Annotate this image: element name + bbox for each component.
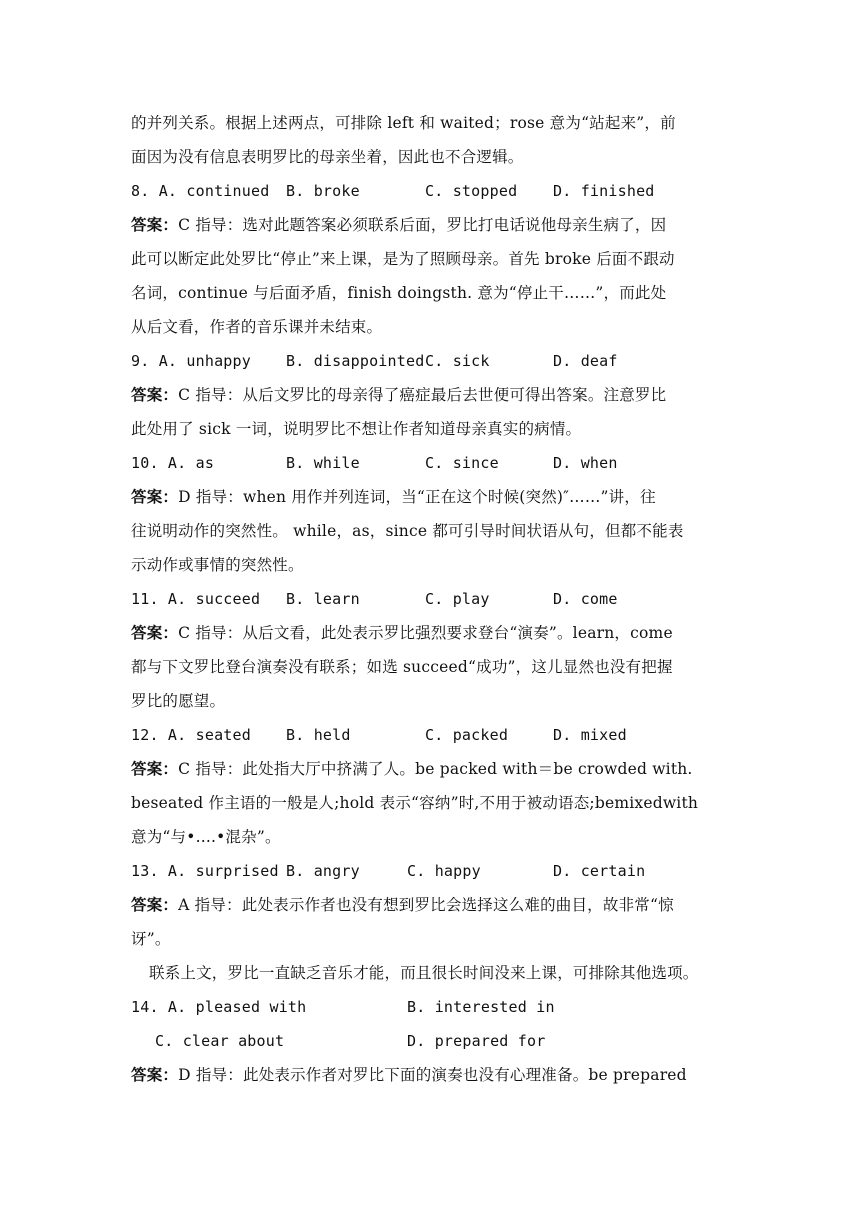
- option: C. happy: [407, 862, 481, 880]
- explanation-line: [131, 650, 731, 684]
- explanation-extra: 联系上文，罗比一直缺乏音乐才能，而且很长时间没来上课，可排除其他选项。: [149, 964, 699, 982]
- answer-letter: A: [178, 896, 190, 914]
- options-row: [131, 344, 731, 378]
- option: 8. A. continued: [131, 182, 270, 200]
- answer-line: [131, 480, 731, 514]
- intro-line: 的并列关系。根据上述两点，可排除 left 和 waited；rose 意为“站起来”，前: [131, 114, 676, 132]
- option: B. disappointed: [286, 352, 425, 370]
- answer-line: [131, 616, 731, 650]
- option: B. while: [286, 454, 360, 472]
- answer-letter: C: [178, 386, 191, 404]
- option: 11. A. succeed: [131, 590, 261, 608]
- answer-label: 答案：: [131, 896, 179, 914]
- explanation-text: 从后文罗比的母亲得了癌症最后去世便可得出答案。注意罗比: [242, 386, 667, 404]
- explanation-text: when 用作并列连词，当“正在这个时候(突然)″……”讲，往: [243, 488, 656, 506]
- guide-label: 指导：: [195, 1066, 243, 1084]
- options-row: [131, 854, 731, 888]
- answer-letter: D: [178, 1066, 191, 1084]
- explanation-line: [131, 276, 731, 310]
- option: 9. A. unhappy: [131, 352, 251, 370]
- option: D. mixed: [553, 726, 627, 744]
- intro-line: 面因为没有信息表明罗比的母亲坐着，因此也不合逻辑。: [131, 148, 524, 166]
- explanation-text: 示动作或事情的突然性。: [131, 556, 304, 574]
- explanation-line: [131, 310, 731, 344]
- guide-label: 指导：: [194, 896, 242, 914]
- explanation-line: [131, 548, 731, 582]
- explanation-text: 从后文看，此处表示罗比强烈要求登台“演奏”。learn，come: [242, 624, 673, 642]
- explanation-line: [131, 514, 731, 548]
- guide-label: 指导：: [195, 624, 243, 642]
- option: 14. A. pleased with: [131, 998, 307, 1016]
- explanation-text: 意为“与•....•混杂”。: [131, 828, 281, 846]
- explanation-text: 讶”。: [131, 930, 171, 948]
- answer-label: 答案：: [131, 624, 179, 642]
- explanation-line: [131, 412, 731, 446]
- option: D. certain: [553, 862, 646, 880]
- option: 10. A. as: [131, 454, 215, 472]
- document-page: [131, 106, 731, 1092]
- options-row: [131, 446, 731, 480]
- options-row: [131, 718, 731, 752]
- guide-label: 指导：: [195, 760, 243, 778]
- explanation-line: [131, 922, 731, 956]
- answer-letter: C: [178, 760, 191, 778]
- option: C. play: [425, 590, 490, 608]
- option: D. when: [553, 454, 618, 472]
- answer-label: 答案：: [131, 488, 179, 506]
- option: C. since: [425, 454, 499, 472]
- answer-letter: C: [178, 216, 191, 234]
- answer-label: 答案：: [131, 1066, 179, 1084]
- explanation-text: 从后文看，作者的音乐课并未结束。: [131, 318, 383, 336]
- option: 13. A. surprised: [131, 862, 279, 880]
- answer-letter: C: [178, 624, 191, 642]
- explanation-text: 此可以断定此处罗比“停止”来上课，是为了照顾母亲。首先 broke 后面不跟动: [131, 250, 675, 268]
- option: 12. A. seated: [131, 726, 251, 744]
- explanation-text: 此处表示作者也没有想到罗比会选择这么难的曲目，故非常“惊: [241, 896, 674, 914]
- guide-label: 指导：: [195, 386, 243, 404]
- explanation-text: 名词，continue 与后面矛盾，finish doingsth. 意为“停止干……”，而此处: [131, 284, 667, 302]
- option: B. broke: [286, 182, 360, 200]
- options-row: [131, 990, 731, 1024]
- option: C. stopped: [425, 182, 518, 200]
- explanation-line: [131, 820, 731, 854]
- guide-label: 指导：: [195, 216, 243, 234]
- option: C. packed: [425, 726, 509, 744]
- answer-line: [131, 208, 731, 242]
- options-row: [131, 1024, 731, 1058]
- explanation-line: [131, 242, 731, 276]
- answer-label: 答案：: [131, 386, 179, 404]
- option: B. interested in: [407, 998, 555, 1016]
- explanation-text: beseated 作主语的一般是人;hold 表示“容纳”时,不用于被动语态;bemixedwith: [131, 794, 699, 812]
- option: D. finished: [553, 182, 655, 200]
- options-row: [131, 174, 731, 208]
- answer-letter: D: [178, 488, 191, 506]
- explanation-text: 选对此题答案必须联系后面，罗比打电话说他母亲生病了，因: [242, 216, 667, 234]
- option: B. held: [286, 726, 351, 744]
- answer-line: [131, 752, 731, 786]
- option: B. learn: [286, 590, 360, 608]
- option: C. clear about: [155, 1032, 285, 1050]
- explanation-text: 此处表示作者对罗比下面的演奏也没有心理准备。be prepared: [243, 1066, 687, 1084]
- answer-label: 答案：: [131, 760, 179, 778]
- option: B. angry: [286, 862, 360, 880]
- explanation-text: 罗比的愿望。: [131, 692, 226, 710]
- answer-line: [131, 888, 731, 922]
- explanation-text: 此处用了 sick 一词，说明罗比不想让作者知道母亲真实的病情。: [131, 420, 582, 438]
- explanation-text: 都与下文罗比登台演奏没有联系；如选 succeed“成功”，这儿显然也没有把握: [131, 658, 673, 676]
- explanation-line: [131, 786, 731, 820]
- option: D. prepared for: [407, 1032, 546, 1050]
- options-row: [131, 582, 731, 616]
- answer-label: 答案：: [131, 216, 179, 234]
- guide-label: 指导：: [195, 488, 243, 506]
- option: C. sick: [425, 352, 490, 370]
- option: D. deaf: [553, 352, 618, 370]
- explanation-text: 此处指大厅中挤满了人。be packed with＝be crowded with.: [242, 760, 693, 778]
- answer-line: [131, 378, 731, 412]
- option: D. come: [553, 590, 618, 608]
- explanation-text: 往说明动作的突然性。 while，as，since 都可引导时间状语从句，但都不能表: [131, 522, 684, 540]
- answer-line: [131, 1058, 731, 1092]
- explanation-line: [131, 684, 731, 718]
